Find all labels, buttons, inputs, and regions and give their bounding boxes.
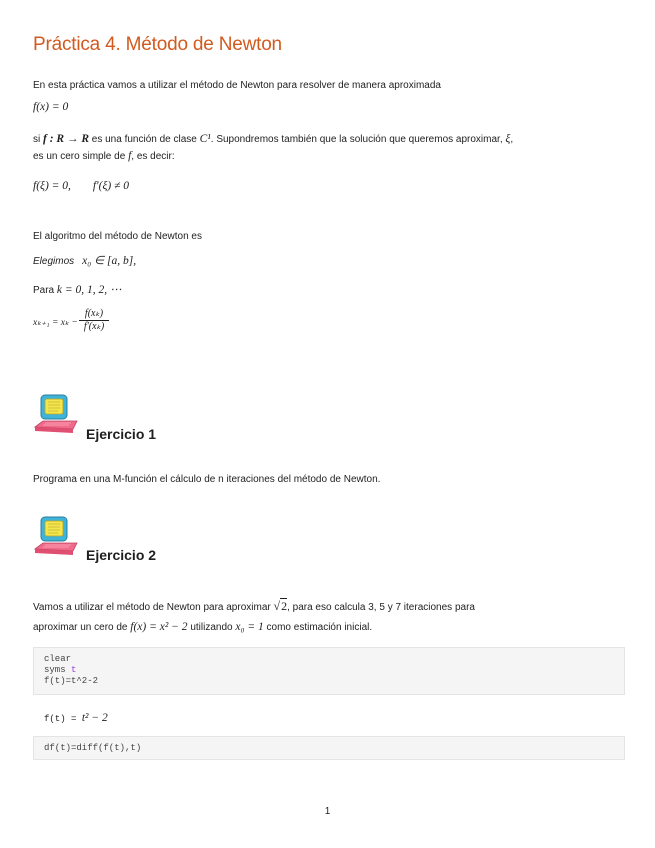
code-line: f(t)=t^2-2 (44, 676, 99, 686)
algorithm-loop: Para k = 0, 1, 2, ⋯ (33, 284, 122, 296)
iteration-formula-fraction (79, 308, 109, 333)
code-block-1[interactable] (33, 647, 625, 695)
intro-paragraph: En esta práctica vamos a utilizar el método de Newton para resolver de manera aproximada (33, 80, 441, 91)
code-output-1: f(t) = t² − 2 (44, 712, 108, 724)
algorithm-heading: El algoritmo del método de Newton es (33, 231, 202, 242)
code-line: syms t (44, 665, 77, 675)
equation-simple-zero: f(ξ) = 0, f′(ξ) ≠ 0 (33, 180, 130, 192)
code-line: clear (44, 654, 72, 664)
page-number: 1 (324, 806, 331, 817)
code-block-2[interactable] (33, 736, 625, 760)
exercise-1-title: Ejercicio 1 (86, 426, 157, 442)
iteration-formula-lhs: xₖ₊₁ = xₖ − (33, 318, 78, 328)
equation-f-zero: f(x) = 0 (33, 101, 69, 113)
exercise-2-text-line1: Vamos a utilizar el método de Newton para aproximar √2, para eso calcula 3, 5 y 7 iteraciones para (33, 599, 475, 613)
fraction-denominator: f′(xₖ) (83, 321, 105, 332)
computer-icon (33, 515, 81, 559)
sqrt-expression: √2 (273, 599, 288, 613)
function-signature: f : R → R (43, 133, 89, 145)
page-title: Práctica 4. Método de Newton (33, 34, 282, 55)
code-line: df(t)=diff(f(t),t) (44, 743, 142, 753)
exercise-1-text: Programa en una M-función el cálculo de n iteraciones del método de Newton. (33, 474, 381, 485)
exercise-2-title: Ejercicio 2 (86, 547, 157, 563)
algorithm-choose: Elegimos x₀ ∈ [a, b], (33, 255, 137, 267)
xi-symbol: ξ (505, 133, 511, 145)
fraction-numerator: f(xₖ) (84, 308, 104, 319)
class-c1: C¹ (199, 133, 211, 145)
intro-assumption-line: si f : R → R es una función de clase C¹. Supondremos también que la solución que queremos aproximar, ξ, (33, 133, 514, 145)
simple-zero-line: es un cero simple de f, es decir: (33, 150, 175, 162)
computer-icon (33, 393, 81, 437)
exercise-2-text-line2: aproximar un cero de f(x) = x² − 2 utilizando x₀ = 1 como estimación inicial. (33, 621, 373, 633)
